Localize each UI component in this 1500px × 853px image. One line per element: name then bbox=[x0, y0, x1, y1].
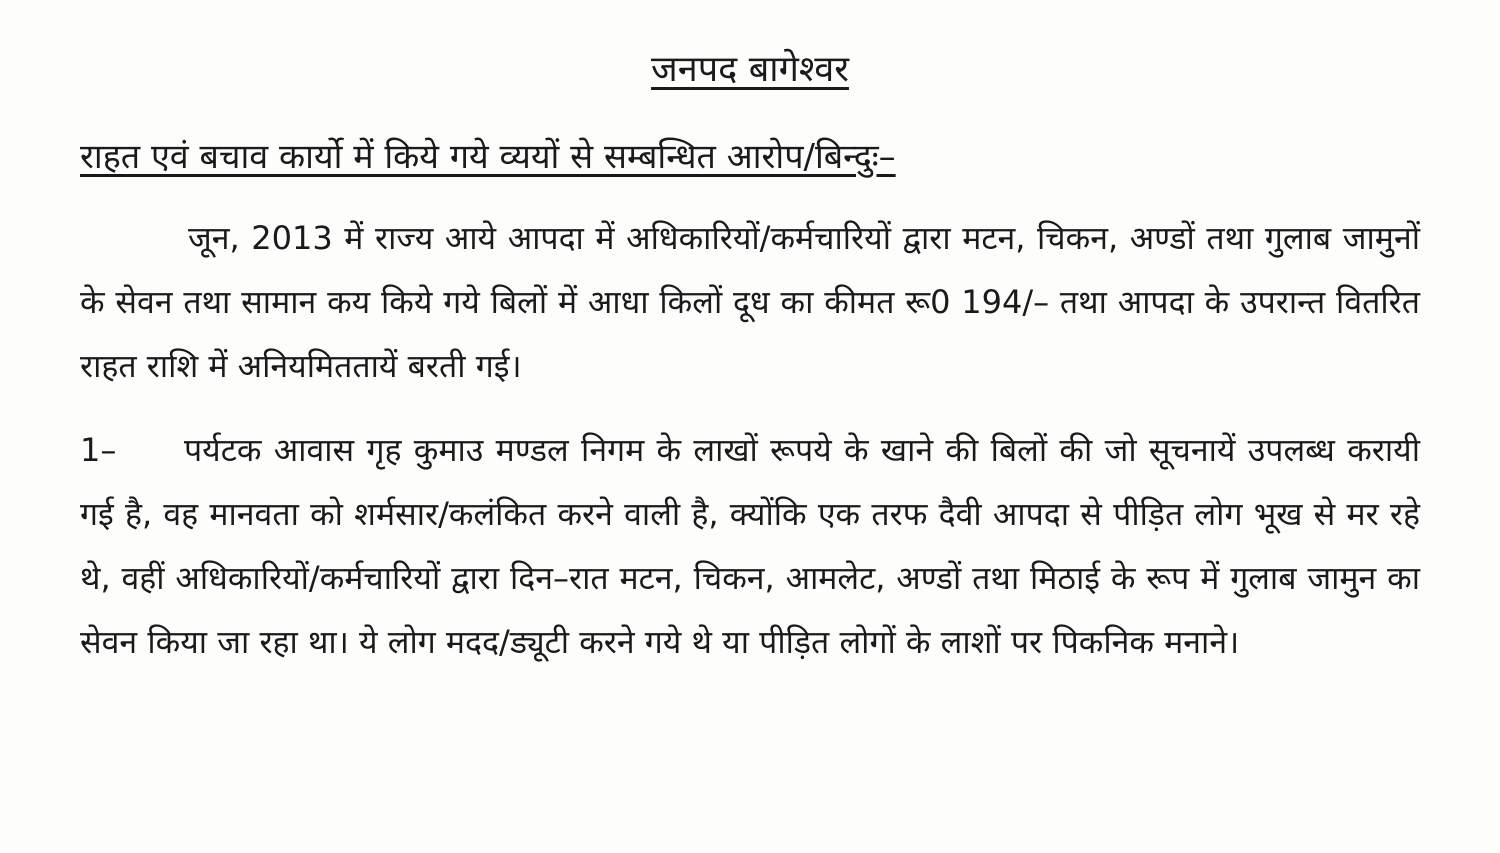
point-1-paragraph bbox=[80, 418, 1420, 674]
intro-paragraph: जून, 2013 में राज्य आये आपदा में अधिकारियों/कर्मचारियों द्वारा मटन, चिकन, अण्डों तथा गुलाब जामुनों के सेवन तथा सामान कय किये गये बिलों में आधा किलों दूध का कीमत रू0 194/– तथा आपदा के उपरान्त वितरित राहत राशि में अनियमिततायें बरती गई। bbox=[80, 219, 1420, 385]
point-1-text: पर्यटक आवास गृह कुमाउ मण्डल निगम के लाखों रूपये के खाने की बिलों की जो सूचनायें उपलब्ध करायी गई है, वह मानवता को शर्मसार/कलंकित करने वाली है, क्योंकि एक तरफ दैवी आपदा से पीड़ित लोग भूख से मर रहे थे, वहीं अधिकारियों/कर्मचारियों द्वारा दिन–रात मटन, चिकन, आमलेट, अण्डों तथा मिठाई के रूप में गुलाब जामुन का सेवन किया जा रहा था। ये लोग मदद/ड्यूटी करने गये थे या पीड़ित लोगों के लाशों पर पिकनिक मनाने। bbox=[80, 431, 1420, 661]
subject-heading-text: राहत एवं बचाव कार्यो में किये गये व्ययों से सम्बन्धित आरोप/बिन्दुः– bbox=[80, 137, 896, 177]
district-title bbox=[80, 40, 1420, 100]
subject-heading bbox=[80, 130, 1420, 184]
district-title-text: जनपद बागेश्वर bbox=[651, 49, 849, 90]
point-number: 1– bbox=[80, 431, 117, 469]
